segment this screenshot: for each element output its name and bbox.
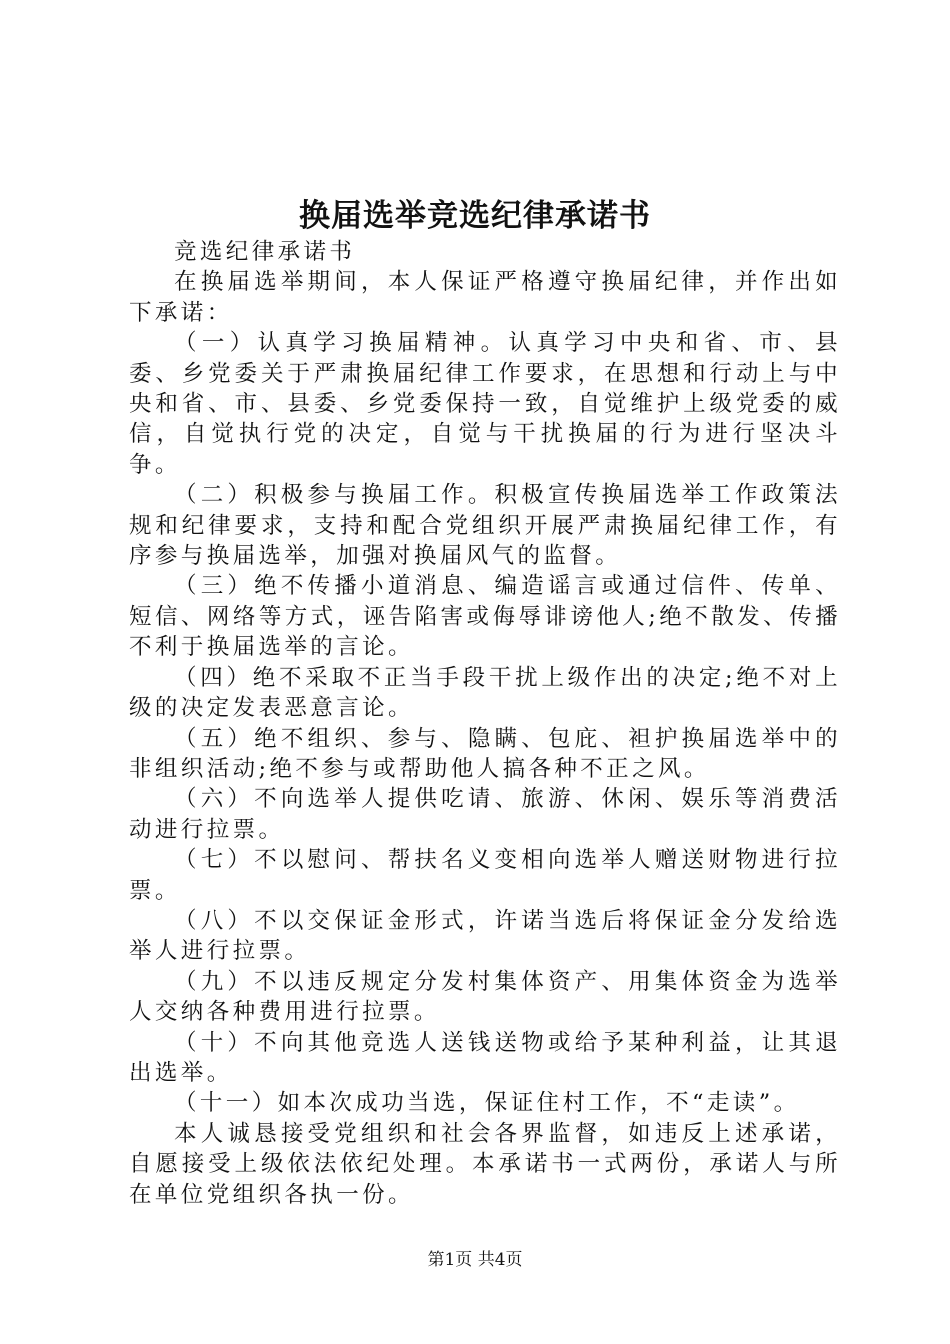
paragraph: （七）不以慰问、帮扶名义变相向选举人赠送财物进行拉票。 <box>129 847 841 904</box>
paragraph: 竞选纪律承诺书 <box>174 239 356 265</box>
paragraph: （八）不以交保证金形式，许诺当选后将保证金分发给选举人进行拉票。 <box>129 907 841 965</box>
paragraph: （四）绝不采取不正当手段干扰上级作出的决定;绝不对上级的决定发表恶意言论。 <box>129 664 841 722</box>
paragraph: （十）不向其他竞选人送钱送物或给予某种利益，让其退出选举。 <box>129 1029 841 1086</box>
paragraph: （三）绝不传播小道消息、编造谣言或通过信件、传单、短信、网络等方式，诬告陷害或侮辱诽谤他人;绝不散发、传播不利于换届选举的言论。 <box>129 573 841 661</box>
page-footer: 第1页 共4页 <box>427 1250 523 1270</box>
paragraph: （十一）如本次成功当选，保证住村工作，不“走读”。 <box>174 1090 800 1117</box>
page-title: 换届选举竞选纪律承诺书 <box>299 198 651 234</box>
paragraph: 在换届选举期间，本人保证严格遵守换届纪律，并作出如下承诺： <box>129 269 841 326</box>
paragraph: （九）不以违反规定分发村集体资产、用集体资金为选举人交纳各种费用进行拉票。 <box>129 968 841 1026</box>
paragraph: （二）积极参与换届工作。积极宣传换届选举工作政策法规和纪律要求，支持和配合党组织开展严肃换届纪律工作，有序参与换届选举，加强对换届风气的监督。 <box>129 482 841 570</box>
paragraph: （一）认真学习换届精神。认真学习中央和省、市、县委、乡党委关于严肃换届纪律工作要求，在思想和行动上与中央和省、市、县委、乡党委保持一致，自觉维护上级党委的威信，自觉执行党的决定，自觉与干扰换届的行为进行坚决斗争。 <box>129 330 841 478</box>
paragraph: 本人诚恳接受党组织和社会各界监督，如违反上述承诺，自愿接受上级依法依纪处理。本承诺书一式两份，承诺人与所在单位党组织各执一份。 <box>129 1120 841 1208</box>
document-body <box>129 237 841 1210</box>
paragraph: （五）绝不组织、参与、隐瞒、包庇、袒护换届选举中的非组织活动;绝不参与或帮助他人搞各种不正之风。 <box>129 725 841 782</box>
paragraph: （六）不向选举人提供吃请、旅游、休闲、娱乐等消费活动进行拉票。 <box>129 786 841 843</box>
